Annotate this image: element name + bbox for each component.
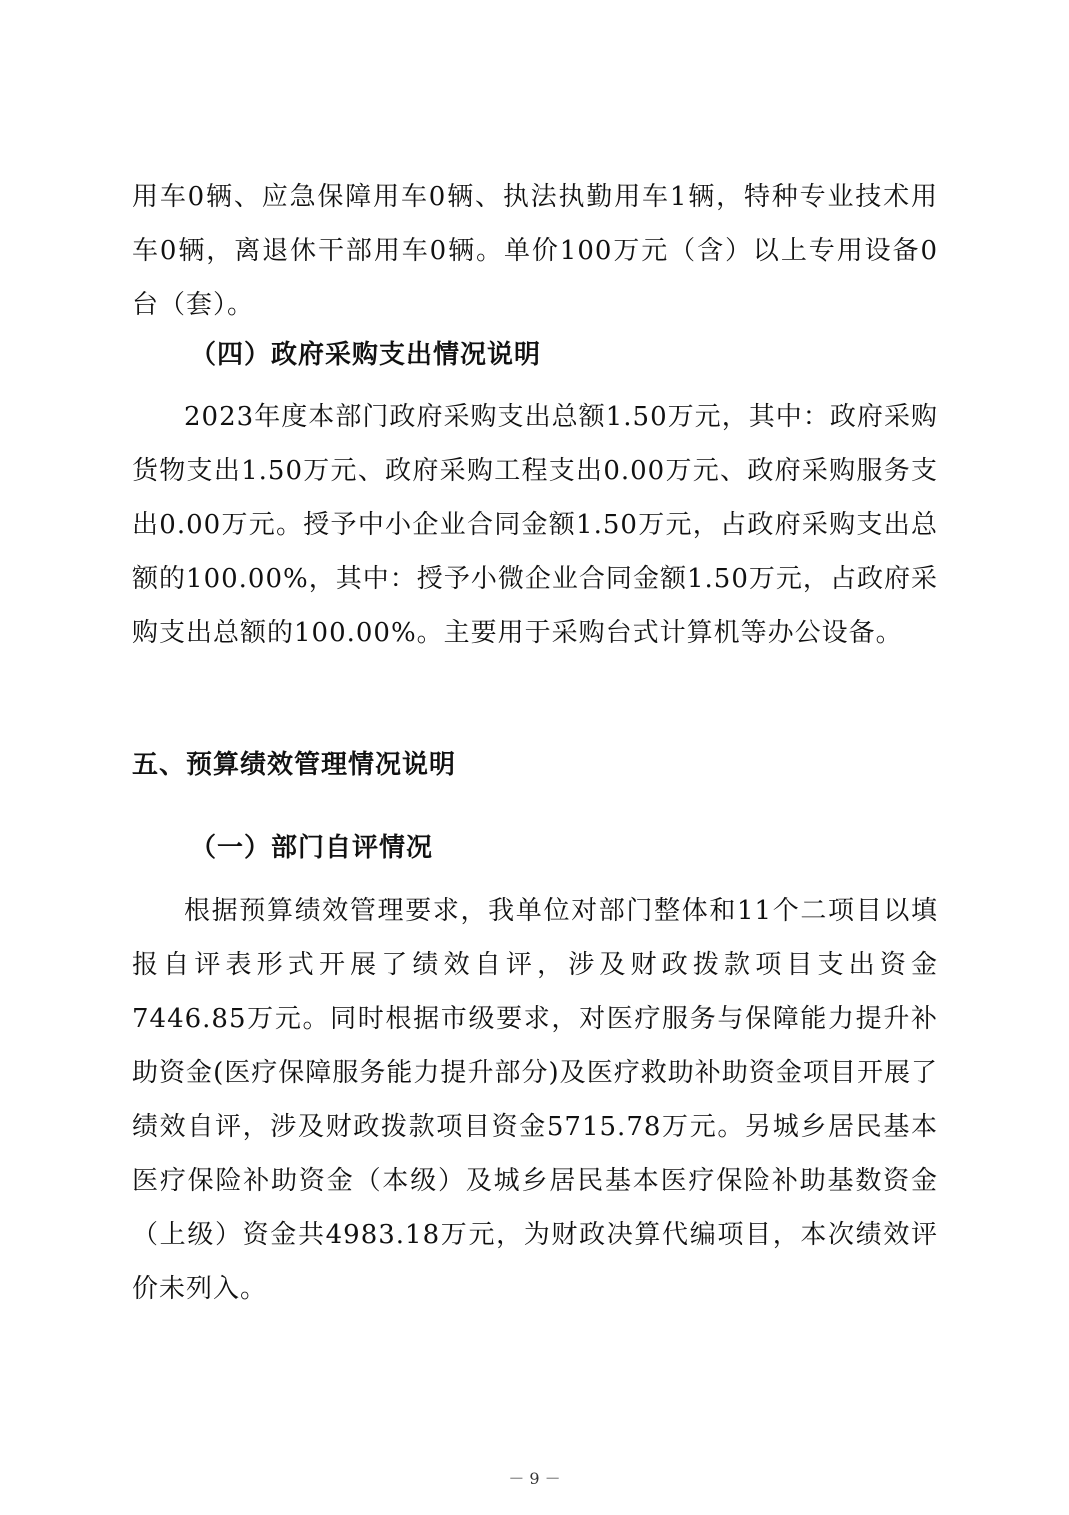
paragraph-self-evaluation: 根据预算绩效管理要求，我单位对部门整体和11个二项目以填报自评表形式开展了绩效自评，涉及财政拨款项目支出资金7446.85万元。同时根据市级要求，对医疗服务与保障能力提升补助资金(医疗保障服务能力提升部分)及医疗救助补助资金项目开展了绩效自评，涉及财政拨款项目资金5715.78万元。另城乡居民基本医疗保险补助资金（本级）及城乡居民基本医疗保险补助基数资金（上级）资金共4983.18万元，为财政决算代编项目，本次绩效评价未列入。 (132, 896, 938, 1304)
page-number: － 9 － (508, 1469, 561, 1488)
paragraph-procurement: 2023年度本部门政府采购支出总额1.50万元，其中：政府采购货物支出1.50万元、政府采购工程支出0.00万元、政府采购服务支出0.00万元。授予中小企业合同金额1.50万元，占政府采购支出总额的100.00%，其中：授予小微企业合同金额1.50万元，占政府采购支出总额的100.00%。主要用于采购台式计算机等办公设备。 (132, 402, 938, 648)
chapter-heading-performance: 五、预算绩效管理情况说明 (132, 750, 457, 780)
section-heading-procurement: （四）政府采购支出情况说明 (190, 340, 542, 370)
section-heading-self-evaluation: （一）部门自评情况 (190, 833, 434, 863)
paragraph-vehicles: 用车0辆、应急保障用车0辆、执法执勤用车1辆，特种专业技术用车0辆，离退休干部用车0辆。单价100万元（含）以上专用设备0台（套）。 (132, 182, 938, 320)
